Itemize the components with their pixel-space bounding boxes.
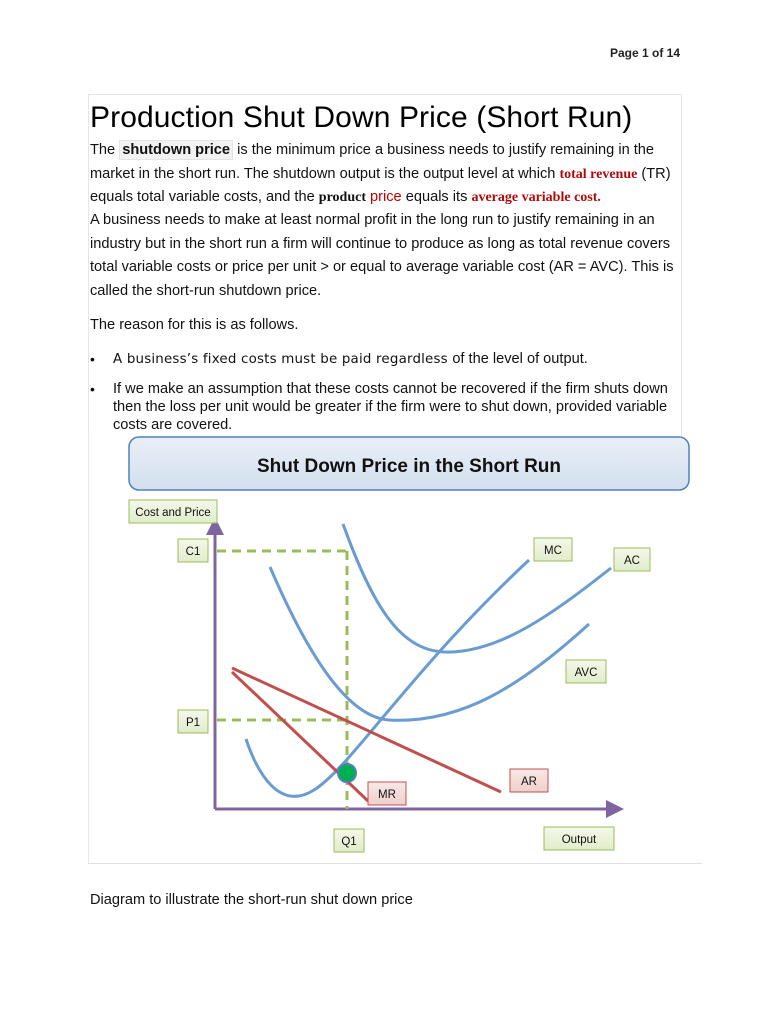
ac-label: AC [624,555,640,567]
avc-label: AVC [574,667,598,679]
figure-caption: Diagram to illustrate the short-run shut down price [90,892,413,908]
intro-text-1: The [90,142,120,158]
x-axis-label: Output [561,834,597,846]
ar-label: AR [521,776,537,788]
list-item: • If we make an assumption that these costs cannot be recovered if the firm shuts down then the loss per unit would be greater if the firm were to shut down, provided variable costs are covered. [90,380,680,434]
ar-curve [232,668,501,792]
total-revenue-term: total revenue [559,166,638,182]
page-number: Page 1 of 14 [610,46,681,60]
reason-paragraph: The reason for this is as follows. [90,317,299,333]
average-variable-cost-term: average variable cost. [471,190,601,205]
p1-label: P1 [185,717,201,729]
intro-text-4: equals its [401,189,472,205]
price-term: price [365,189,402,205]
mc-label: MC [544,545,562,557]
avc-curve [270,567,589,720]
diagram-svg [89,432,703,864]
intro-text-2: is the minimum price a business needs to justify remaining in the market in the short run. The shutdown output is the output level at which [90,142,655,182]
page-title: Production Shut Down Price (Short Run) [90,101,633,134]
q1-label: Q1 [341,836,357,848]
bullet-1-text-a: A business’s fixed costs must be paid regardless [113,352,453,367]
mc-curve [246,560,529,796]
shutdown-point [338,764,356,782]
reason-list [90,350,680,434]
bullet-1-text-b: of the level of output. [452,351,588,367]
diagram-title: Shut Down Price in the Short Run [257,456,561,477]
shutdown-diagram [88,432,703,864]
y-axis-label: Cost and Price [135,507,211,519]
shutdown-price-term: shutdown price [119,140,233,160]
c1-label: C1 [185,546,201,558]
product-term: product [318,190,366,205]
mr-label: MR [378,789,396,801]
explanation-paragraph: A business needs to make at least normal profit in the long run to justify remaining in an industry but in the short run a firm will continue to produce as long as total revenue covers total variable costs or price per unit > or equal to average variable cost (AR = AVC). This is called the short-run shutdown price. [90,212,674,299]
list-item [90,350,680,369]
intro-paragraph [90,139,680,210]
intro-text-3: (TR) equals total variable costs, and the [90,165,671,205]
divider [88,863,702,864]
